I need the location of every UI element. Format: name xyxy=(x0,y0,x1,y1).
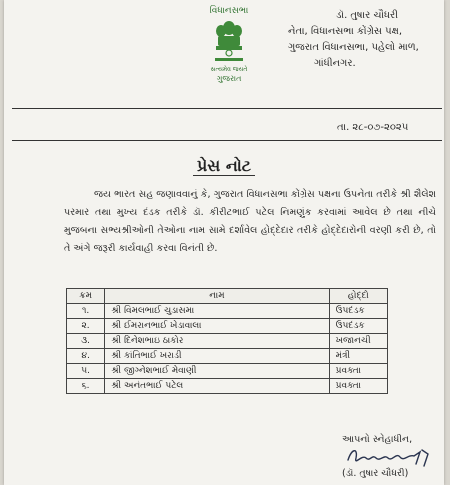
table-row xyxy=(67,334,388,349)
row-serial: ૬. xyxy=(67,379,105,394)
row-name: શ્રી વિમલભાઈ ચુડાસમા xyxy=(105,304,329,319)
row-role: ઉપદંડક xyxy=(329,304,387,319)
col-header-role: હોદ્દો xyxy=(329,289,387,304)
body-paragraph: જય ભારત સહ જણાવવાનું કે, ગુજરાત વિધાનસભા કોંગ્રેસ પક્ષના ઉપનેતા તરીકે શ્રી શૈલેશ પરમાર તથા મુખ્ય દંડક તરીકે ડૉ. કીરીટભાઈ પટેલ નિમણુંક કરવામાં આવેલ છે તથા નીચે મુજબના સભ્યશ્રીઓની તેઓના નામ સામે દર્શાવેલ હોદ્દેદાર તરીકે હોદ્દેદારોની વરણી કરી છે, તો તે અંગે જરૂરી કાર્યવાહી કરવા વિનંતી છે. xyxy=(64,189,436,254)
row-role: મંત્રી xyxy=(329,349,387,364)
handwritten-signature xyxy=(344,444,436,470)
table-row xyxy=(67,364,388,379)
row-name: શ્રી દિનેશભાઇ ઠાકોર xyxy=(105,334,329,349)
body-text xyxy=(64,186,436,258)
row-serial: ૧. xyxy=(67,304,105,319)
col-header-serial: ક્રમ xyxy=(67,289,105,304)
signer-name: (ડૉ. તુષાર ચૌધરી) xyxy=(342,468,409,479)
date-divider xyxy=(12,140,442,141)
col-header-name: નામ xyxy=(105,289,329,304)
row-serial: ૨. xyxy=(67,319,105,334)
table-row xyxy=(67,304,388,319)
row-role: પ્રવક્તા xyxy=(329,379,387,394)
header-divider xyxy=(12,108,442,109)
emblem-motto: સત્યમેવ જયતે xyxy=(210,66,248,73)
row-serial: ૩. xyxy=(67,334,105,349)
row-name: શ્રી અનંતભાઈ પટેલ xyxy=(105,379,329,394)
press-note-page xyxy=(4,0,444,485)
emblem-top-label: વિધાનસભા xyxy=(209,6,249,16)
row-role: ખજાનચી xyxy=(329,334,387,349)
sender-block xyxy=(288,8,438,72)
table-row xyxy=(67,379,388,394)
sender-city: ગાંધીનગર. xyxy=(314,58,356,69)
table-header-row xyxy=(67,289,388,304)
row-name: શ્રી ઈમરાનભાઈ ખેડાવાલા xyxy=(105,319,329,334)
row-name: શ્રી જીગ્નેશભાઈ મેવાણી xyxy=(105,364,329,379)
page-title xyxy=(4,156,444,176)
sender-name: ડૉ. તુષાર ચૌધરી xyxy=(336,10,399,21)
row-serial: ૪. xyxy=(67,349,105,364)
table-row xyxy=(67,319,388,334)
date: તા. ૨૮-૦૭-૨૦૨૫ xyxy=(337,122,409,133)
sender-designation: નેતા, વિધાનસભા કોંગ્રેસ પક્ષ, xyxy=(288,26,403,37)
row-role: ઉપદંડક xyxy=(329,319,387,334)
row-role: પ્રવક્તા xyxy=(329,364,387,379)
table-row xyxy=(67,349,388,364)
page-title-text: પ્રેસ નોટ xyxy=(193,156,255,176)
row-name: શ્રી કાંતિભાઈ ખરાડી xyxy=(105,349,329,364)
members-table xyxy=(66,288,388,394)
emblem xyxy=(204,6,254,96)
row-serial: ૫. xyxy=(67,364,105,379)
lion-capital-icon xyxy=(212,18,246,64)
emblem-state: ગુજરાત xyxy=(216,74,242,83)
closing-text: આપનો સ્નેહાધીન, xyxy=(342,434,413,445)
sender-address: ગુજરાત વિધાનસભા, પહેલો માળ, xyxy=(288,42,419,53)
